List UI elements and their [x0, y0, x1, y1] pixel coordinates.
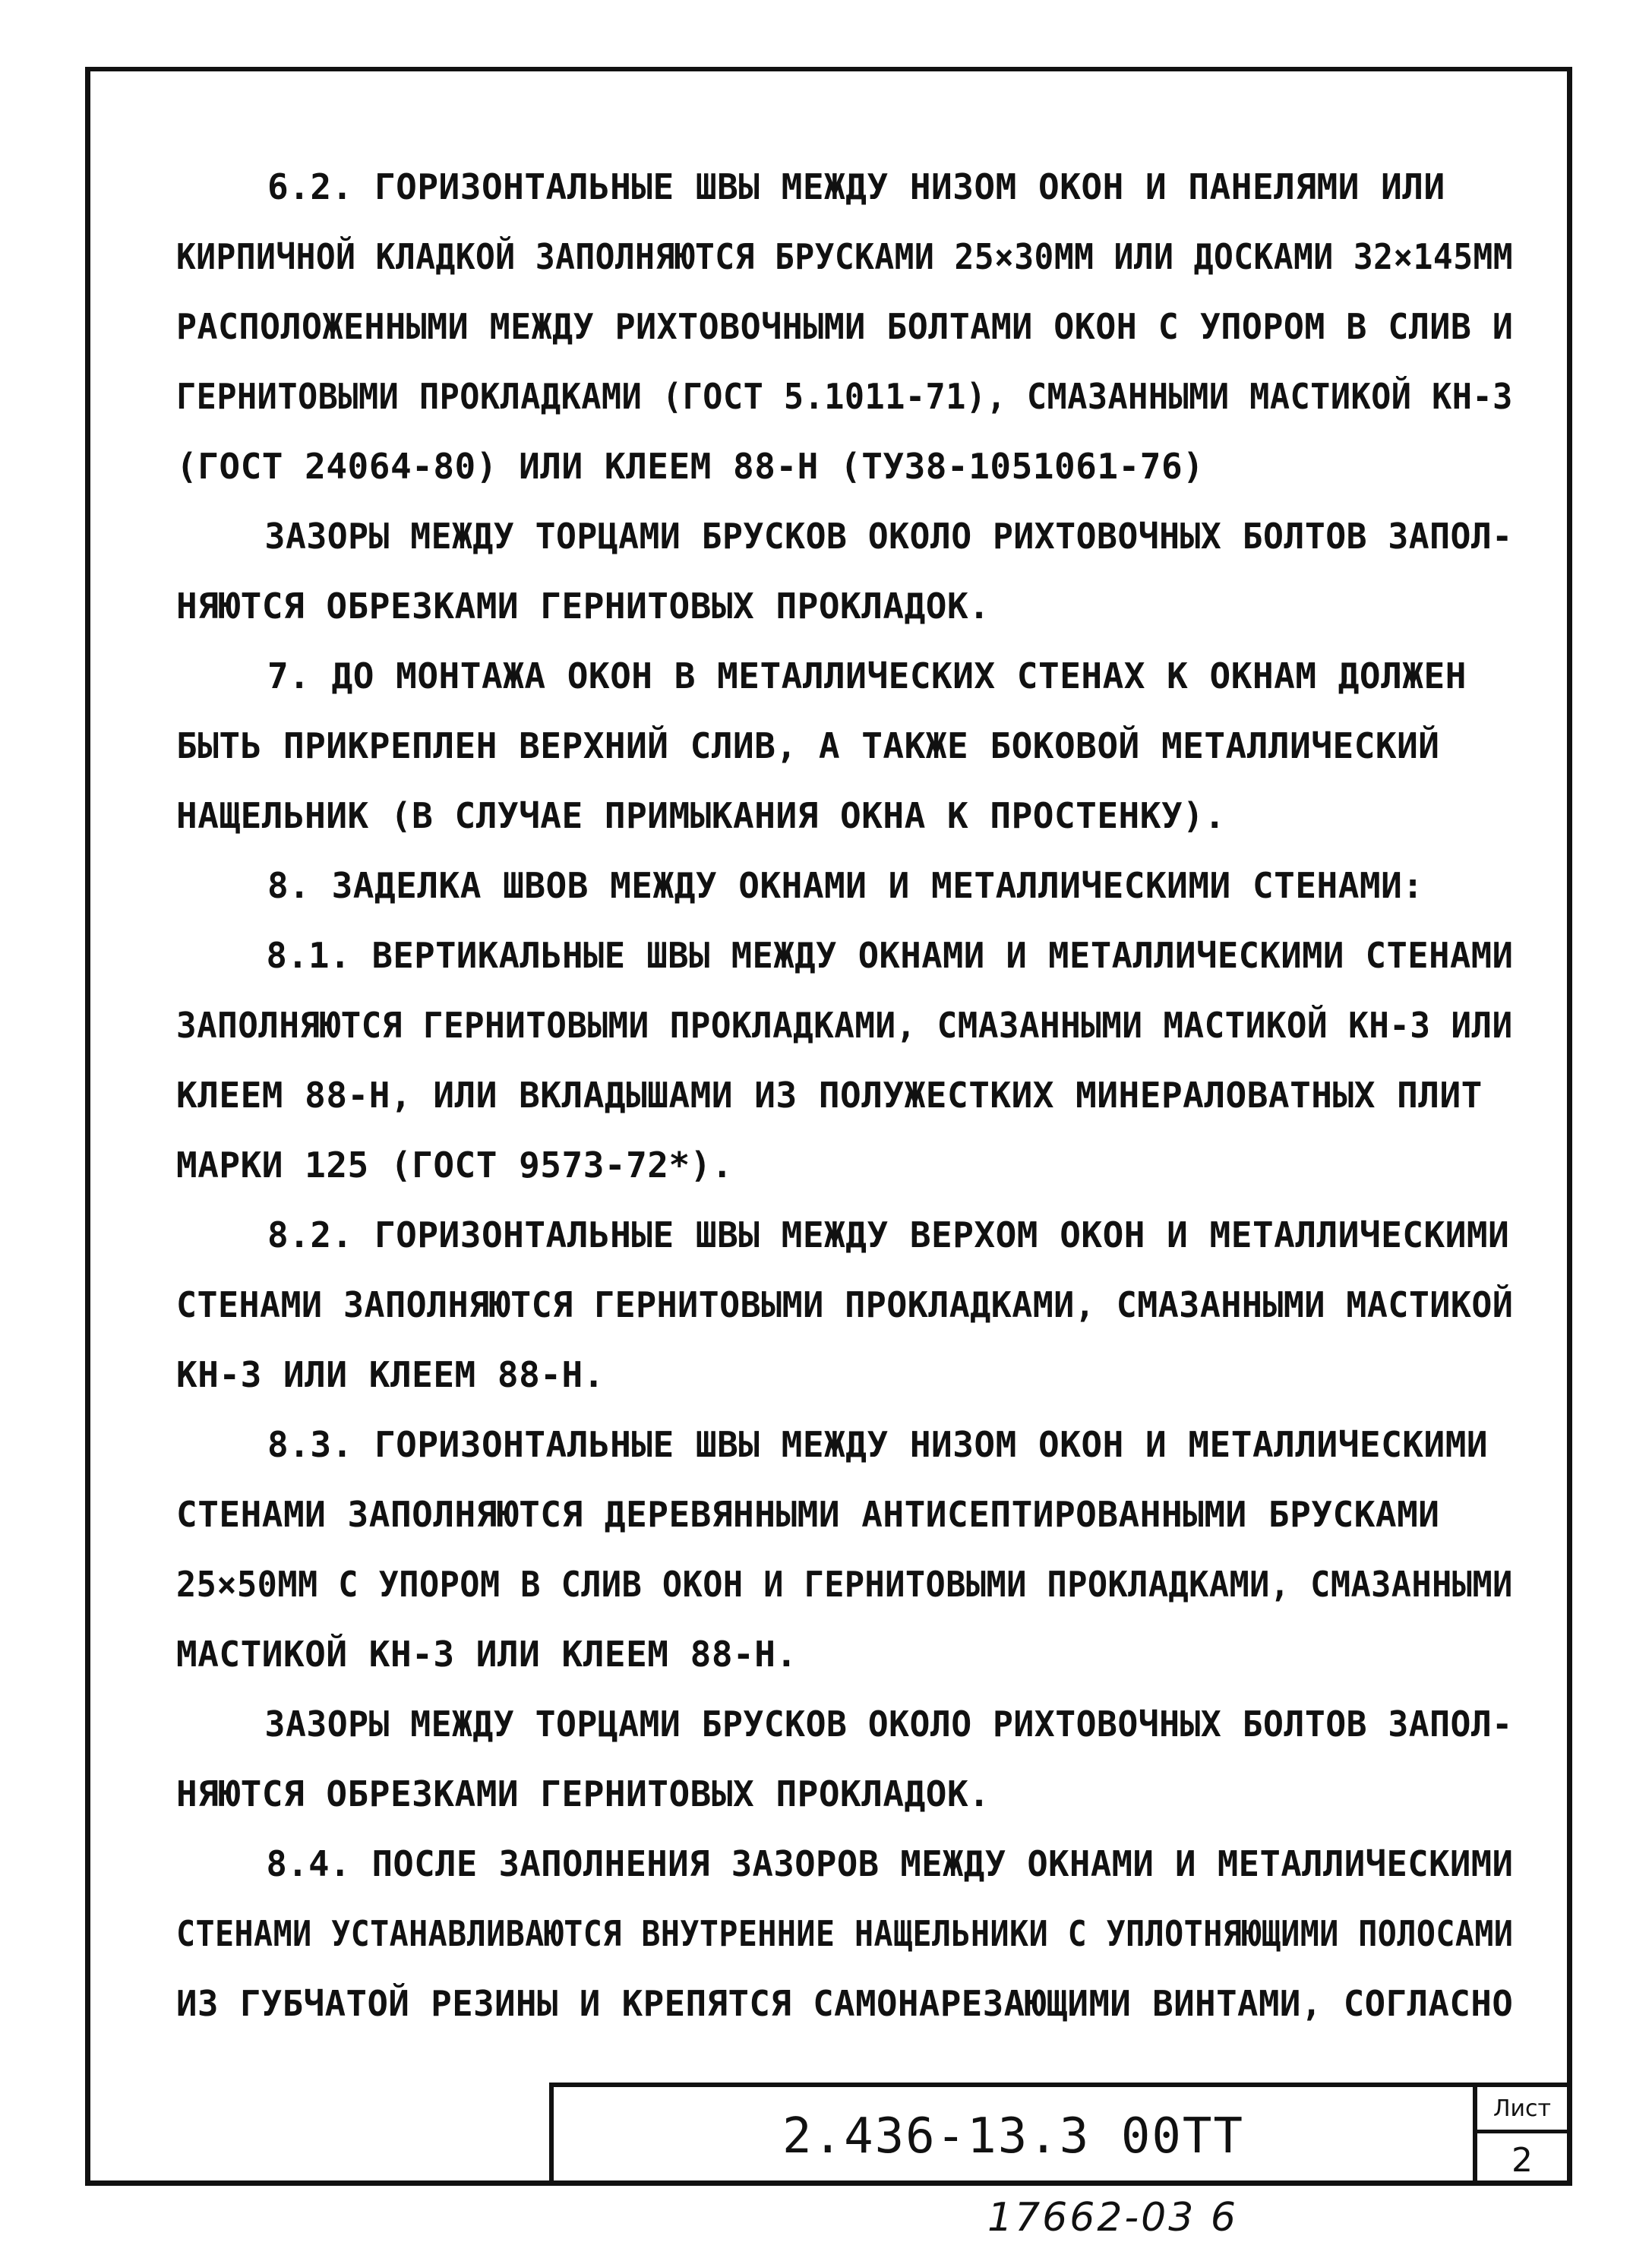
text-line: ИЗ ГУБЧАТОЙ РЕЗИНЫ И КРЕПЯТСЯ САМОНАРЕЗАЮЩИМИ ВИНТАМИ, СОГЛАСНО: [176, 1983, 1514, 2024]
text-line: (ГОСТ 24064-80) ИЛИ КЛЕЕМ 88-Н (ТУ38-1051061-76): [176, 446, 1205, 487]
text-line: 8. ЗАДЕЛКА ШВОВ МЕЖДУ ОКНАМИ И МЕТАЛЛИЧЕСКИМИ СТЕНАМИ:: [267, 865, 1424, 906]
sheet-box: [1473, 2087, 1567, 2186]
document-code: 2.436-13.3 00ТТ: [782, 2108, 1244, 2165]
text-line: МАСТИКОЙ КН-3 ИЛИ КЛЕЕМ 88-Н.: [176, 1634, 798, 1675]
text-line: 7. ДО МОНТАЖА ОКОН В МЕТАЛЛИЧЕСКИХ СТЕНАХ К ОКНАМ ДОЛЖЕН: [267, 655, 1467, 696]
text-line: СТЕНАМИ ЗАПОЛНЯЮТСЯ ДЕРЕВЯННЫМИ АНТИСЕПТИРОВАННЫМИ БРУСКАМИ: [176, 1494, 1440, 1535]
text-line: ЗАЗОРЫ МЕЖДУ ТОРЦАМИ БРУСКОВ ОКОЛО РИХТОВОЧНЫХ БОЛТОВ ЗАПОЛ-: [264, 516, 1513, 557]
text-line: 8.4. ПОСЛЕ ЗАПОЛНЕНИЯ ЗАЗОРОВ МЕЖДУ ОКНАМИ И МЕТАЛЛИЧЕСКИМИ: [266, 1843, 1514, 1884]
text-line: СТЕНАМИ УСТАНАВЛИВАЮТСЯ ВНУТРЕННИЕ НАЩЕЛЬНИКИ С УПЛОТНЯЮЩИМИ ПОЛОСАМИ: [176, 1913, 1514, 1954]
sheet-number: 2: [1511, 2140, 1533, 2180]
text-line: ЗАЗОРЫ МЕЖДУ ТОРЦАМИ БРУСКОВ ОКОЛО РИХТОВОЧНЫХ БОЛТОВ ЗАПОЛ-: [264, 1704, 1513, 1745]
archive-stamp: 17662-03 6: [987, 2195, 1238, 2240]
text-line: 8.3. ГОРИЗОНТАЛЬНЫЕ ШВЫ МЕЖДУ НИЗОМ ОКОН И МЕТАЛЛИЧЕСКИМИ: [267, 1424, 1489, 1465]
text-line: 8.1. ВЕРТИКАЛЬНЫЕ ШВЫ МЕЖДУ ОКНАМИ И МЕТАЛЛИЧЕСКИМИ СТЕНАМИ: [266, 935, 1514, 976]
text-line: ГЕРНИТОВЫМИ ПРОКЛАДКАМИ (ГОСТ 5.1011-71), СМАЗАННЫМИ МАСТИКОЙ КН-3: [176, 376, 1513, 417]
document-body: [176, 152, 1513, 2038]
text-line: 25×50ММ С УПОРОМ В СЛИВ ОКОН И ГЕРНИТОВЫМИ ПРОКЛАДКАМИ, СМАЗАННЫМИ: [176, 1564, 1513, 1605]
text-line: КЛЕЕМ 88-Н, ИЛИ ВКЛАДЫШАМИ ИЗ ПОЛУЖЕСТКИХ МИНЕРАЛОВАТНЫХ ПЛИТ: [176, 1075, 1483, 1116]
text-line: СТЕНАМИ ЗАПОЛНЯЮТСЯ ГЕРНИТОВЫМИ ПРОКЛАДКАМИ, СМАЗАННЫМИ МАСТИКОЙ: [176, 1284, 1514, 1325]
text-line: 8.2. ГОРИЗОНТАЛЬНЫЕ ШВЫ МЕЖДУ ВЕРХОМ ОКОН И МЕТАЛЛИЧЕСКИМИ: [267, 1214, 1510, 1255]
text-line: НАЩЕЛЬНИК (В СЛУЧАЕ ПРИМЫКАНИЯ ОКНА К ПРОСТЕНКУ).: [176, 795, 1226, 836]
text-line: НЯЮТСЯ ОБРЕЗКАМИ ГЕРНИТОВЫХ ПРОКЛАДОК.: [176, 1773, 990, 1814]
text-line: ЗАПОЛНЯЮТСЯ ГЕРНИТОВЫМИ ПРОКЛАДКАМИ, СМАЗАННЫМИ МАСТИКОЙ КН-3 ИЛИ: [176, 1005, 1513, 1046]
text-line: МАРКИ 125 (ГОСТ 9573-72*).: [176, 1145, 734, 1186]
title-block: [549, 2083, 1567, 2186]
text-line: 6.2. ГОРИЗОНТАЛЬНЫЕ ШВЫ МЕЖДУ НИЗОМ ОКОН И ПАНЕЛЯМИ ИЛИ: [267, 166, 1445, 207]
sheet-label: Лист: [1477, 2087, 1567, 2133]
text-line: РАСПОЛОЖЕННЫМИ МЕЖДУ РИХТОВОЧНЫМИ БОЛТАМИ ОКОН С УПОРОМ В СЛИВ И: [176, 306, 1514, 347]
text-line: КИРПИЧНОЙ КЛАДКОЙ ЗАПОЛНЯЮТСЯ БРУСКАМИ 25×30ММ ИЛИ ДОСКАМИ 32×145ММ: [176, 236, 1514, 277]
text-line: НЯЮТСЯ ОБРЕЗКАМИ ГЕРНИТОВЫХ ПРОКЛАДОК.: [176, 586, 990, 627]
text-line: БЫТЬ ПРИКРЕПЛЕН ВЕРХНИЙ СЛИВ, А ТАКЖЕ БОКОВОЙ МЕТАЛЛИЧЕСКИЙ: [176, 725, 1440, 766]
text-line: КН-3 ИЛИ КЛЕЕМ 88-Н.: [176, 1354, 605, 1395]
